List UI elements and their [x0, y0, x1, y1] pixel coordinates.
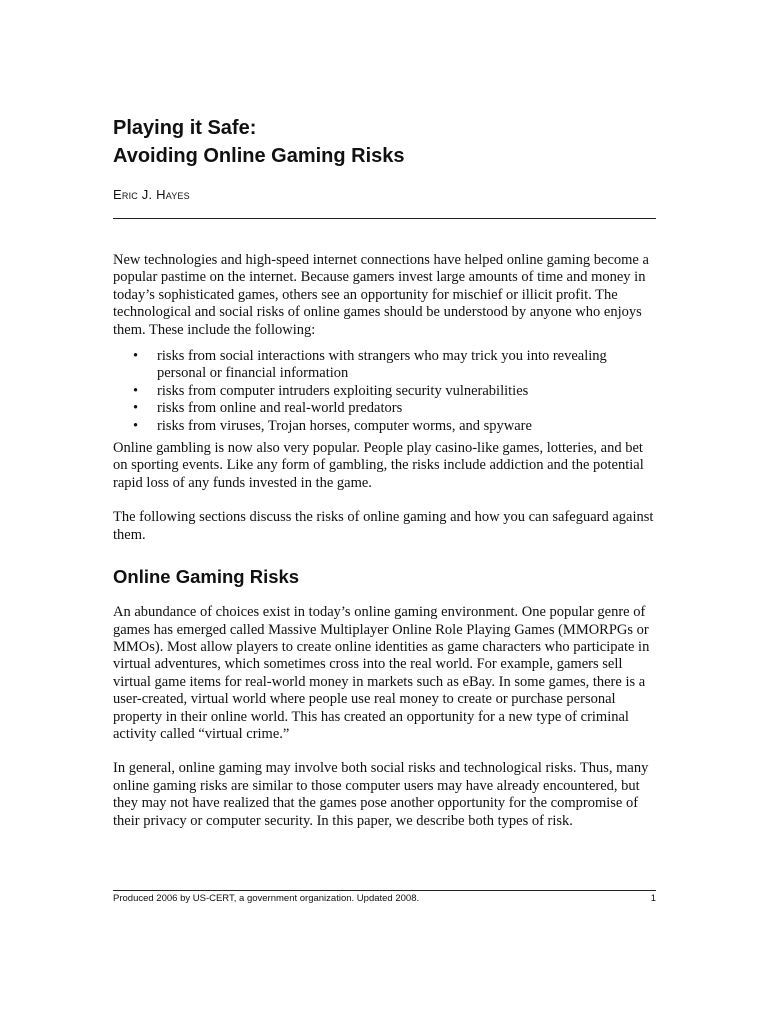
- list-item-text: risks from viruses, Trojan horses, computer worms, and spyware: [157, 417, 532, 434]
- page-title: [113, 114, 405, 170]
- list-item: [113, 383, 656, 400]
- header-divider: [113, 218, 656, 219]
- gambling-paragraph: Online gambling is now also very popular. People play casino-like games, lotteries, and bet on sporting events. Like any form of gambling, the risks include addiction and the potential rapid loss of any funds invested in the game.: [113, 440, 644, 491]
- title-line-1: Playing it Safe:: [113, 117, 257, 139]
- list-item-text: risks from online and real-world predators: [157, 400, 403, 417]
- risk-list: [113, 348, 656, 435]
- footer-text: Produced 2006 by US-CERT, a government organization. Updated 2008.: [113, 893, 420, 904]
- list-item-text: risks from social interactions with strangers who may trick you into revealing personal or financial information: [157, 348, 607, 382]
- document-page: [113, 0, 656, 1024]
- section-heading: Online Gaming Risks: [113, 566, 300, 588]
- bullet-icon: •: [133, 417, 139, 434]
- page-footer: [113, 893, 656, 905]
- list-item-text: risks from computer intruders exploiting security vulnerabilities: [157, 382, 529, 399]
- intro-paragraph: New technologies and high-speed internet connections have helped online gaming become a popular pastime on the internet. Because gamers invest large amounts of time and money in today’s sophisticated games, others see an opportunity for mischief or illicit profit. The technological and social risks of online games should be understood by anyone who enjoys them. These include the following:: [113, 252, 649, 338]
- bullet-icon: •: [133, 382, 139, 399]
- title-line-2: Avoiding Online Gaming Risks: [113, 145, 405, 167]
- bullet-icon: •: [133, 400, 139, 417]
- list-item: [113, 418, 656, 435]
- list-item: [113, 400, 656, 417]
- footer-divider: [113, 890, 656, 891]
- document-body: [113, 252, 656, 830]
- list-item: [113, 348, 656, 383]
- sections-paragraph: The following sections discuss the risks of online gaming and how you can safeguard against them.: [113, 509, 654, 543]
- bullet-icon: •: [133, 348, 139, 365]
- author-name: Eric J. Hayes: [113, 187, 190, 202]
- section-paragraph-2: In general, online gaming may involve both social risks and technological risks. Thus, many online gaming risks are similar to those computer users may have already encountered, but they may not have realized that the games pose another opportunity for the compromise of their privacy or computer security. In this paper, we describe both types of risk.: [113, 760, 649, 829]
- section-paragraph-1: An abundance of choices exist in today’s online gaming environment. One popular genre of games has emerged called Massive Multiplayer Online Role Playing Games (MMORPGs or MMOs). Most allow players to create online identities as game characters who participate in virtual adventures, which sometimes cross into the real world. For example, gamers sell virtual game items for real-world money in markets such as eBay. In some games, there is a user-created, virtual world where people use real money to create or purchase personal property in their online world. This has created an opportunity for a new type of criminal activity called “virtual crime.”: [113, 604, 650, 742]
- page-number: 1: [650, 893, 656, 904]
